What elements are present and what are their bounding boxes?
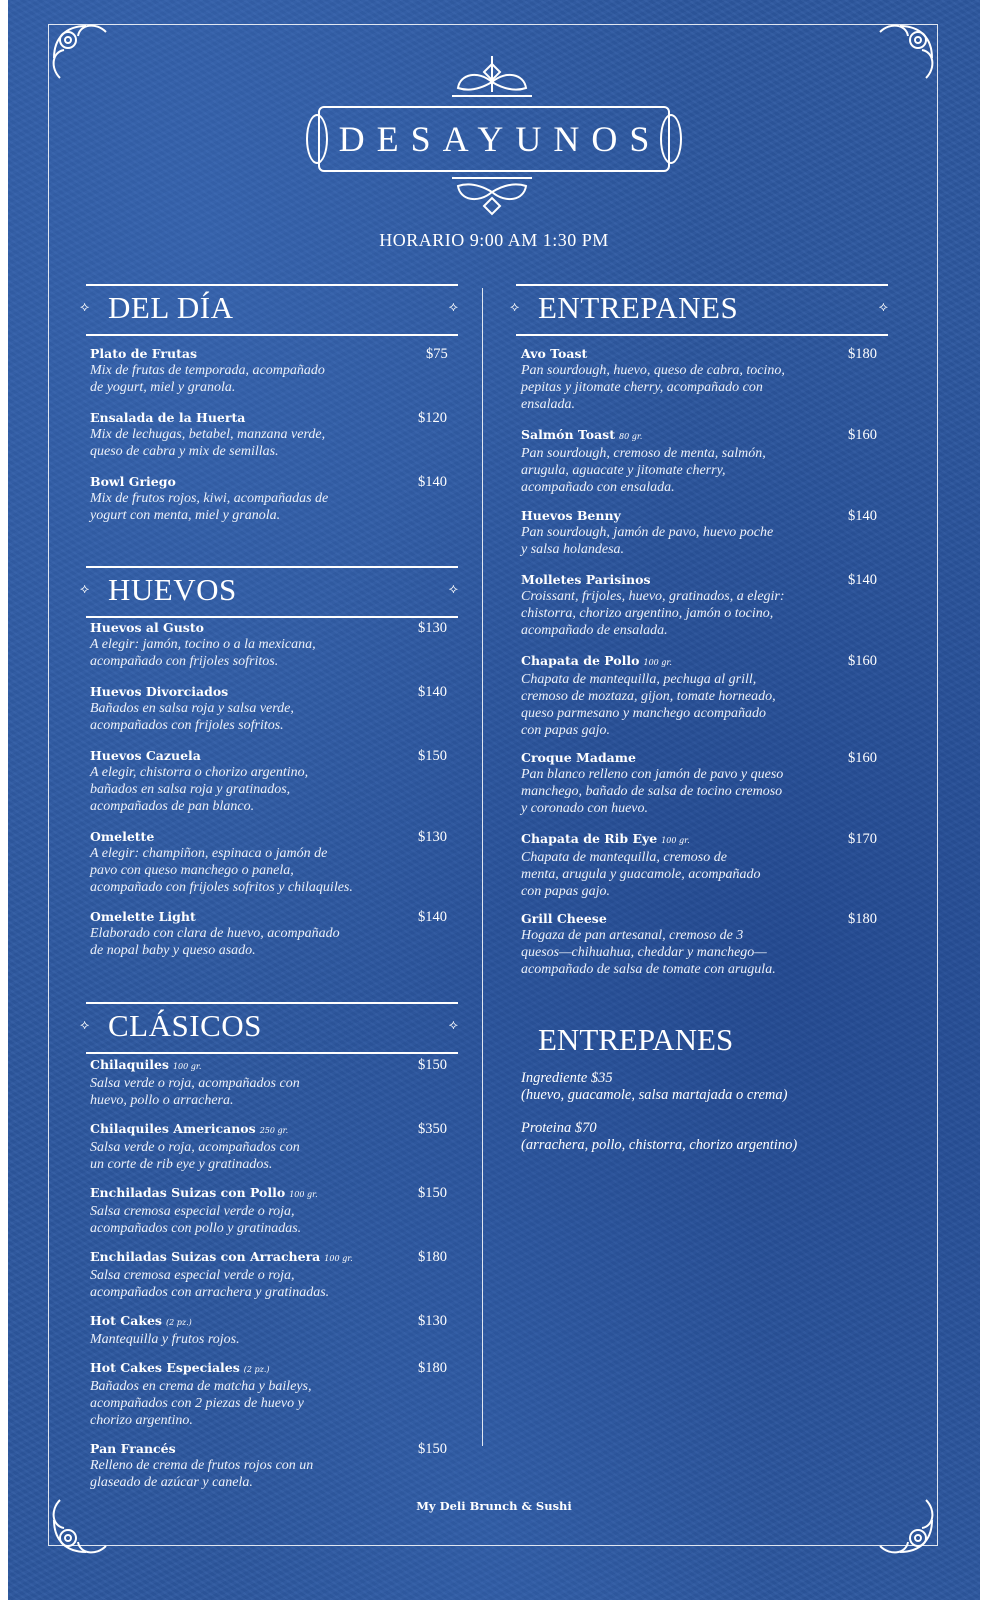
portion-size: 250 gr. bbox=[259, 1126, 289, 1135]
item-price: $140 bbox=[418, 474, 447, 490]
menu-item: Chapata de Pollo 100 gr. Chapata de mantequilla, pechuga al grill, cremoso de moztaza, gijon, tomate horneado, queso parmesano y manchego acompañado con papas gajo. bbox=[521, 653, 776, 738]
section-title: ENTREPANES bbox=[538, 290, 739, 325]
diamond-flourish-icon: ⟡ bbox=[448, 1017, 458, 1033]
menu-item: Chapata de Rib Eye 100 gr. Chapata de mantequilla, cremoso de menta, arugula y guacamole, acompañado con papas gajo. bbox=[521, 831, 761, 899]
extras-line: Proteina $70 bbox=[521, 1120, 597, 1136]
menu-item: Grill Cheese Hogaza de pan artesanal, cremoso de 3 quesos—chihuahua, cheddar y manchego— acompañado de salsa de tomate con arugula. bbox=[521, 911, 776, 977]
portion-size: (2 pz.) bbox=[243, 1365, 270, 1374]
crown-flourish-icon bbox=[442, 52, 542, 102]
crown-flourish-icon bbox=[442, 172, 542, 222]
flourish-corner-icon bbox=[860, 1480, 940, 1560]
menu-item: Chilaquiles 100 gr. Salsa verde o roja, acompañados con huevo, pollo o arrachera. bbox=[90, 1057, 300, 1108]
menu-item: Omelette A elegir: champiñon, espinaca o jamón de pavo con queso manchego o panela, acompañado con frijoles sofritos y chilaquiles. bbox=[90, 829, 353, 895]
extras-line: (huevo, guacamole, salsa martajada o crema) bbox=[521, 1087, 788, 1103]
flourish-corner-icon bbox=[46, 18, 126, 98]
item-price: $130 bbox=[418, 620, 447, 636]
item-price: $150 bbox=[418, 748, 447, 764]
diamond-flourish-icon: ⟡ bbox=[80, 299, 90, 315]
portion-size: 80 gr. bbox=[619, 432, 643, 441]
menu-item: Enchiladas Suizas con Pollo 100 gr. Salsa cremosa especial verde o roja, acompañados con pollo y gratinadas. bbox=[90, 1185, 318, 1236]
portion-size: 100 gr. bbox=[172, 1062, 202, 1071]
diamond-flourish-icon: ⟡ bbox=[80, 581, 90, 597]
item-price: $130 bbox=[418, 829, 447, 845]
portion-size: 100 gr. bbox=[324, 1254, 353, 1263]
diamond-flourish-icon: ⟡ bbox=[448, 299, 458, 315]
title-banner bbox=[318, 106, 670, 172]
portion-size: 100 gr. bbox=[643, 658, 672, 667]
item-price: $160 bbox=[848, 653, 877, 669]
extras-title: ENTREPANES bbox=[538, 1022, 734, 1057]
footer-brand: My Deli Brunch & Sushi bbox=[416, 1499, 572, 1513]
item-price: $140 bbox=[848, 508, 877, 524]
item-price: $120 bbox=[418, 410, 447, 426]
section-header-del-dia bbox=[80, 284, 458, 336]
portion-size: 100 gr. bbox=[661, 836, 690, 845]
menu-item: Omelette Light Elaborado con clara de huevo, acompañado de nopal baby y queso asado. bbox=[90, 909, 340, 958]
menu-item: Plato de Frutas Mix de frutas de temporada, acompañado de yogurt, miel y granola. bbox=[90, 346, 325, 395]
item-price: $140 bbox=[418, 909, 447, 925]
item-price: $150 bbox=[418, 1185, 447, 1201]
menu-page bbox=[8, 0, 980, 1600]
section-header-clasicos bbox=[80, 1002, 458, 1054]
menu-item: Croque Madame Pan blanco relleno con jamón de pavo y queso manchego, bañado de salsa de tocino cremoso y coronado con huevo. bbox=[521, 750, 784, 816]
portion-size: (2 pz.) bbox=[165, 1318, 192, 1327]
menu-item: Ensalada de la Huerta Mix de lechugas, betabel, manzana verde, queso de cabra y mix de semillas. bbox=[90, 410, 326, 459]
menu-item: Hot Cakes Especiales (2 pz.) Bañados en crema de matcha y baileys, acompañados con 2 piezas de huevo y chorizo argentino. bbox=[90, 1360, 312, 1428]
menu-item: Huevos Cazuela A elegir, chistorra o chorizo argentino, bañados en salsa roja y gratinados, acompañados de pan blanco. bbox=[90, 748, 309, 814]
item-price: $130 bbox=[418, 1313, 447, 1329]
item-price: $350 bbox=[418, 1121, 447, 1137]
menu-item: Avo Toast Pan sourdough, huevo, queso de cabra, tocino, pepitas y jitomate cherry, acompañado con ensalada. bbox=[521, 346, 785, 412]
menu-item: Bowl Griego Mix de frutos rojos, kiwi, acompañadas de yogurt con menta, miel y granola. bbox=[90, 474, 329, 523]
item-price: $150 bbox=[418, 1441, 447, 1457]
section-title: CLÁSICOS bbox=[108, 1008, 262, 1043]
diamond-flourish-icon: ⟡ bbox=[80, 1017, 90, 1033]
portion-size: 100 gr. bbox=[289, 1190, 318, 1199]
section-header-huevos bbox=[80, 566, 458, 618]
item-price: $140 bbox=[848, 572, 877, 588]
item-price: $160 bbox=[848, 427, 877, 443]
diamond-flourish-icon: ⟡ bbox=[510, 299, 520, 315]
flourish-corner-icon bbox=[860, 18, 940, 98]
item-price: $180 bbox=[848, 911, 877, 927]
item-price: $180 bbox=[848, 346, 877, 362]
diamond-flourish-icon: ⟡ bbox=[448, 581, 458, 597]
item-price: $170 bbox=[848, 831, 877, 847]
item-price: $180 bbox=[418, 1360, 447, 1376]
item-price: $75 bbox=[426, 346, 448, 362]
diamond-flourish-icon: ⟡ bbox=[878, 299, 888, 315]
menu-item: Molletes Parisinos Croissant, frijoles, huevo, gratinados, a elegir: chistorra, chorizo argentino, jamón o tocino, acompañado de ensalada. bbox=[521, 572, 785, 638]
section-header-entrepanes bbox=[510, 284, 888, 336]
item-price: $180 bbox=[418, 1249, 447, 1265]
menu-item: Hot Cakes (2 pz.) Mantequilla y frutos rojos. bbox=[90, 1313, 240, 1347]
menu-item: Huevos Divorciados Bañados en salsa roja y salsa verde, acompañados con frijoles sofritos. bbox=[90, 684, 294, 733]
menu-item: Huevos al Gusto A elegir: jamón, tocino o a la mexicana, acompañado con frijoles sofritos. bbox=[90, 620, 316, 669]
item-price: $140 bbox=[418, 684, 447, 700]
item-price: $150 bbox=[418, 1057, 447, 1073]
menu-item: Pan Francés Relleno de crema de frutos rojos con un glaseado de azúcar y canela. bbox=[90, 1441, 314, 1490]
hours-label: HORARIO 9:00 AM 1:30 PM bbox=[379, 230, 609, 250]
extras-line: Ingrediente $35 bbox=[521, 1070, 613, 1086]
flourish-corner-icon bbox=[46, 1480, 126, 1560]
menu-item: Huevos Benny Pan sourdough, jamón de pavo, huevo poche y salsa holandesa. bbox=[521, 508, 774, 557]
menu-item: Enchiladas Suizas con Arrachera 100 gr. Salsa cremosa especial verde o roja, acompañados con arrachera y gratinadas. bbox=[90, 1249, 353, 1300]
column-divider bbox=[482, 288, 483, 1446]
item-price: $160 bbox=[848, 750, 877, 766]
extras-line: (arrachera, pollo, chistorra, chorizo argentino) bbox=[521, 1137, 798, 1153]
menu-item: Chilaquiles Americanos 250 gr. Salsa verde o roja, acompañados con un corte de rib eye y gratinados. bbox=[90, 1121, 300, 1172]
section-title: HUEVOS bbox=[108, 572, 237, 607]
page-title: DESAYUNOS bbox=[338, 119, 662, 159]
menu-item: Salmón Toast 80 gr. Pan sourdough, cremoso de menta, salmón, arugula, aguacate y jitomate cherry, acompañado con ensalada. bbox=[521, 427, 766, 495]
section-title: DEL DÍA bbox=[108, 290, 234, 325]
